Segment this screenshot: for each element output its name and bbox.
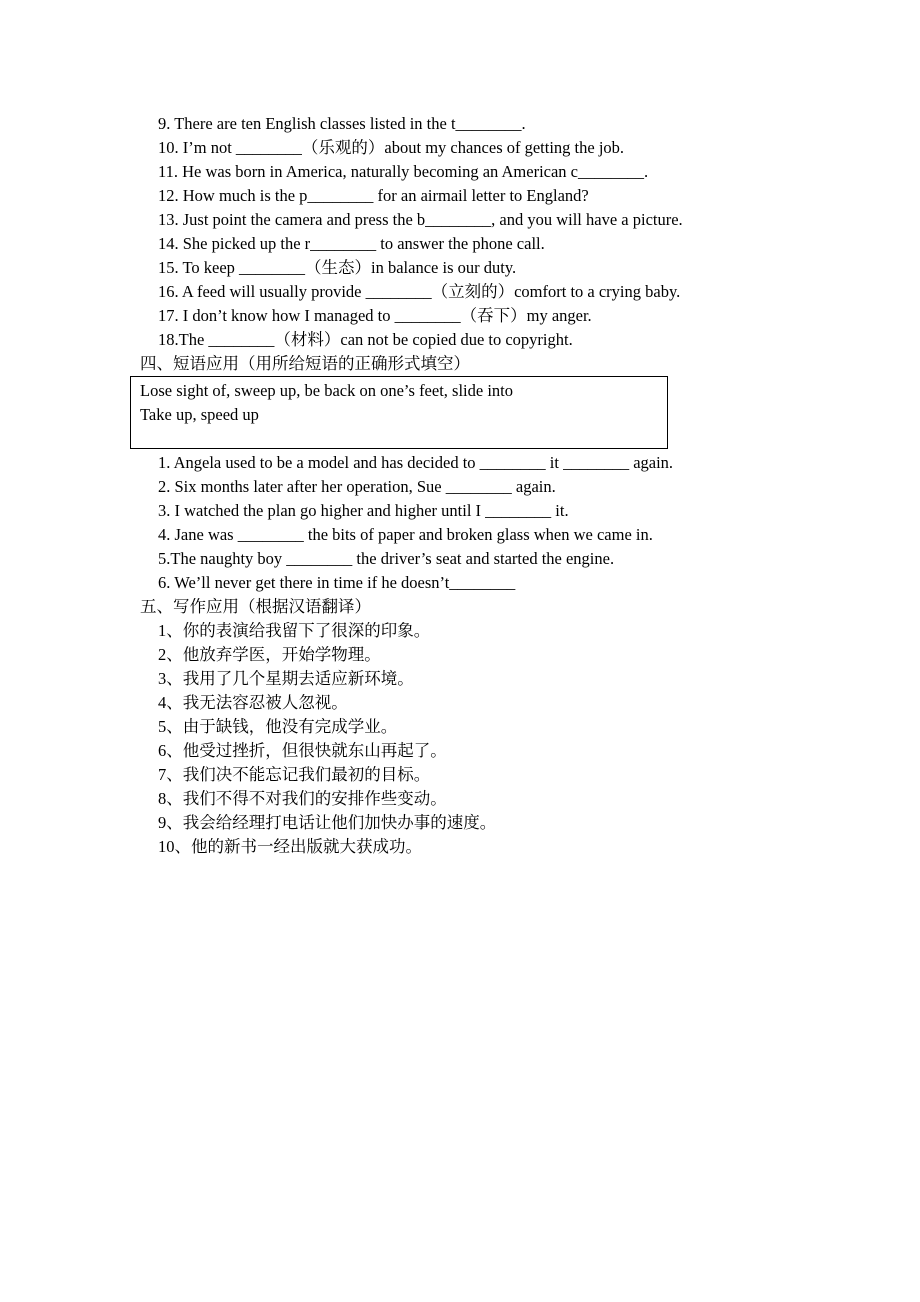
vocab-item-16: 16. A feed will usually provide ________（立刻的）comfort to a crying baby.	[158, 282, 681, 301]
translation-item-7: 7、我们决不能忘记我们最初的目标。	[158, 765, 431, 784]
vocab-item-17: 17. I don’t know how I managed to ________（吞下）my anger.	[158, 306, 592, 325]
phrase-item-6: 6. We’ll never get there in time if he doesn’t________	[158, 573, 516, 592]
phrase-box-line-2: Take up, speed up	[140, 405, 259, 424]
section5-heading: 五、写作应用（根据汉语翻译）	[140, 597, 371, 616]
vocab-item-18: 18.The ________（材料）can not be copied due to copyright.	[158, 330, 573, 349]
section4-heading: 四、短语应用（用所给短语的正确形式填空）	[140, 354, 470, 373]
translation-item-4: 4、我无法容忍被人忽视。	[158, 693, 348, 712]
vocab-item-9: 9. There are ten English classes listed in the t________.	[158, 114, 526, 133]
translation-item-2: 2、他放弃学医，开始学物理。	[158, 645, 381, 664]
phrase-item-2: 2. Six months later after her operation, Sue ________ again.	[158, 477, 556, 496]
translation-item-8: 8、我们不得不对我们的安排作些变动。	[158, 789, 447, 808]
translation-item-6: 6、他受过挫折，但很快就东山再起了。	[158, 741, 447, 760]
vocab-item-13: 13. Just point the camera and press the b________, and you will have a picture.	[158, 210, 683, 229]
vocab-item-14: 14. She picked up the r________ to answer the phone call.	[158, 234, 545, 253]
vocab-item-11: 11. He was born in America, naturally becoming an American c________.	[158, 162, 649, 181]
translation-item-3: 3、我用了几个星期去适应新环境。	[158, 669, 414, 688]
translation-item-9: 9、我会给经理打电话让他们加快办事的速度。	[158, 813, 497, 832]
phrase-box	[130, 376, 668, 449]
phrase-item-1: 1. Angela used to be a model and has decided to ________ it ________ again.	[158, 453, 674, 472]
phrase-item-3: 3. I watched the plan go higher and higher until I ________ it.	[158, 501, 569, 520]
translation-item-10: 10、他的新书一经出版就大获成功。	[158, 837, 422, 856]
vocab-item-12: 12. How much is the p________ for an airmail letter to England?	[158, 186, 589, 205]
vocab-item-10: 10. I’m not ________（乐观的）about my chances of getting the job.	[158, 138, 625, 157]
phrase-box-line-1: Lose sight of, sweep up, be back on one’s feet, slide into	[140, 381, 513, 400]
phrase-item-4: 4. Jane was ________ the bits of paper and broken glass when we came in.	[158, 525, 653, 544]
translation-item-1: 1、你的表演给我留下了很深的印象。	[158, 621, 431, 640]
translation-item-5: 5、由于缺钱，他没有完成学业。	[158, 717, 398, 736]
phrase-item-5: 5.The naughty boy ________ the driver’s seat and started the engine.	[158, 549, 615, 568]
vocab-item-15: 15. To keep ________（生态）in balance is our duty.	[158, 258, 517, 277]
